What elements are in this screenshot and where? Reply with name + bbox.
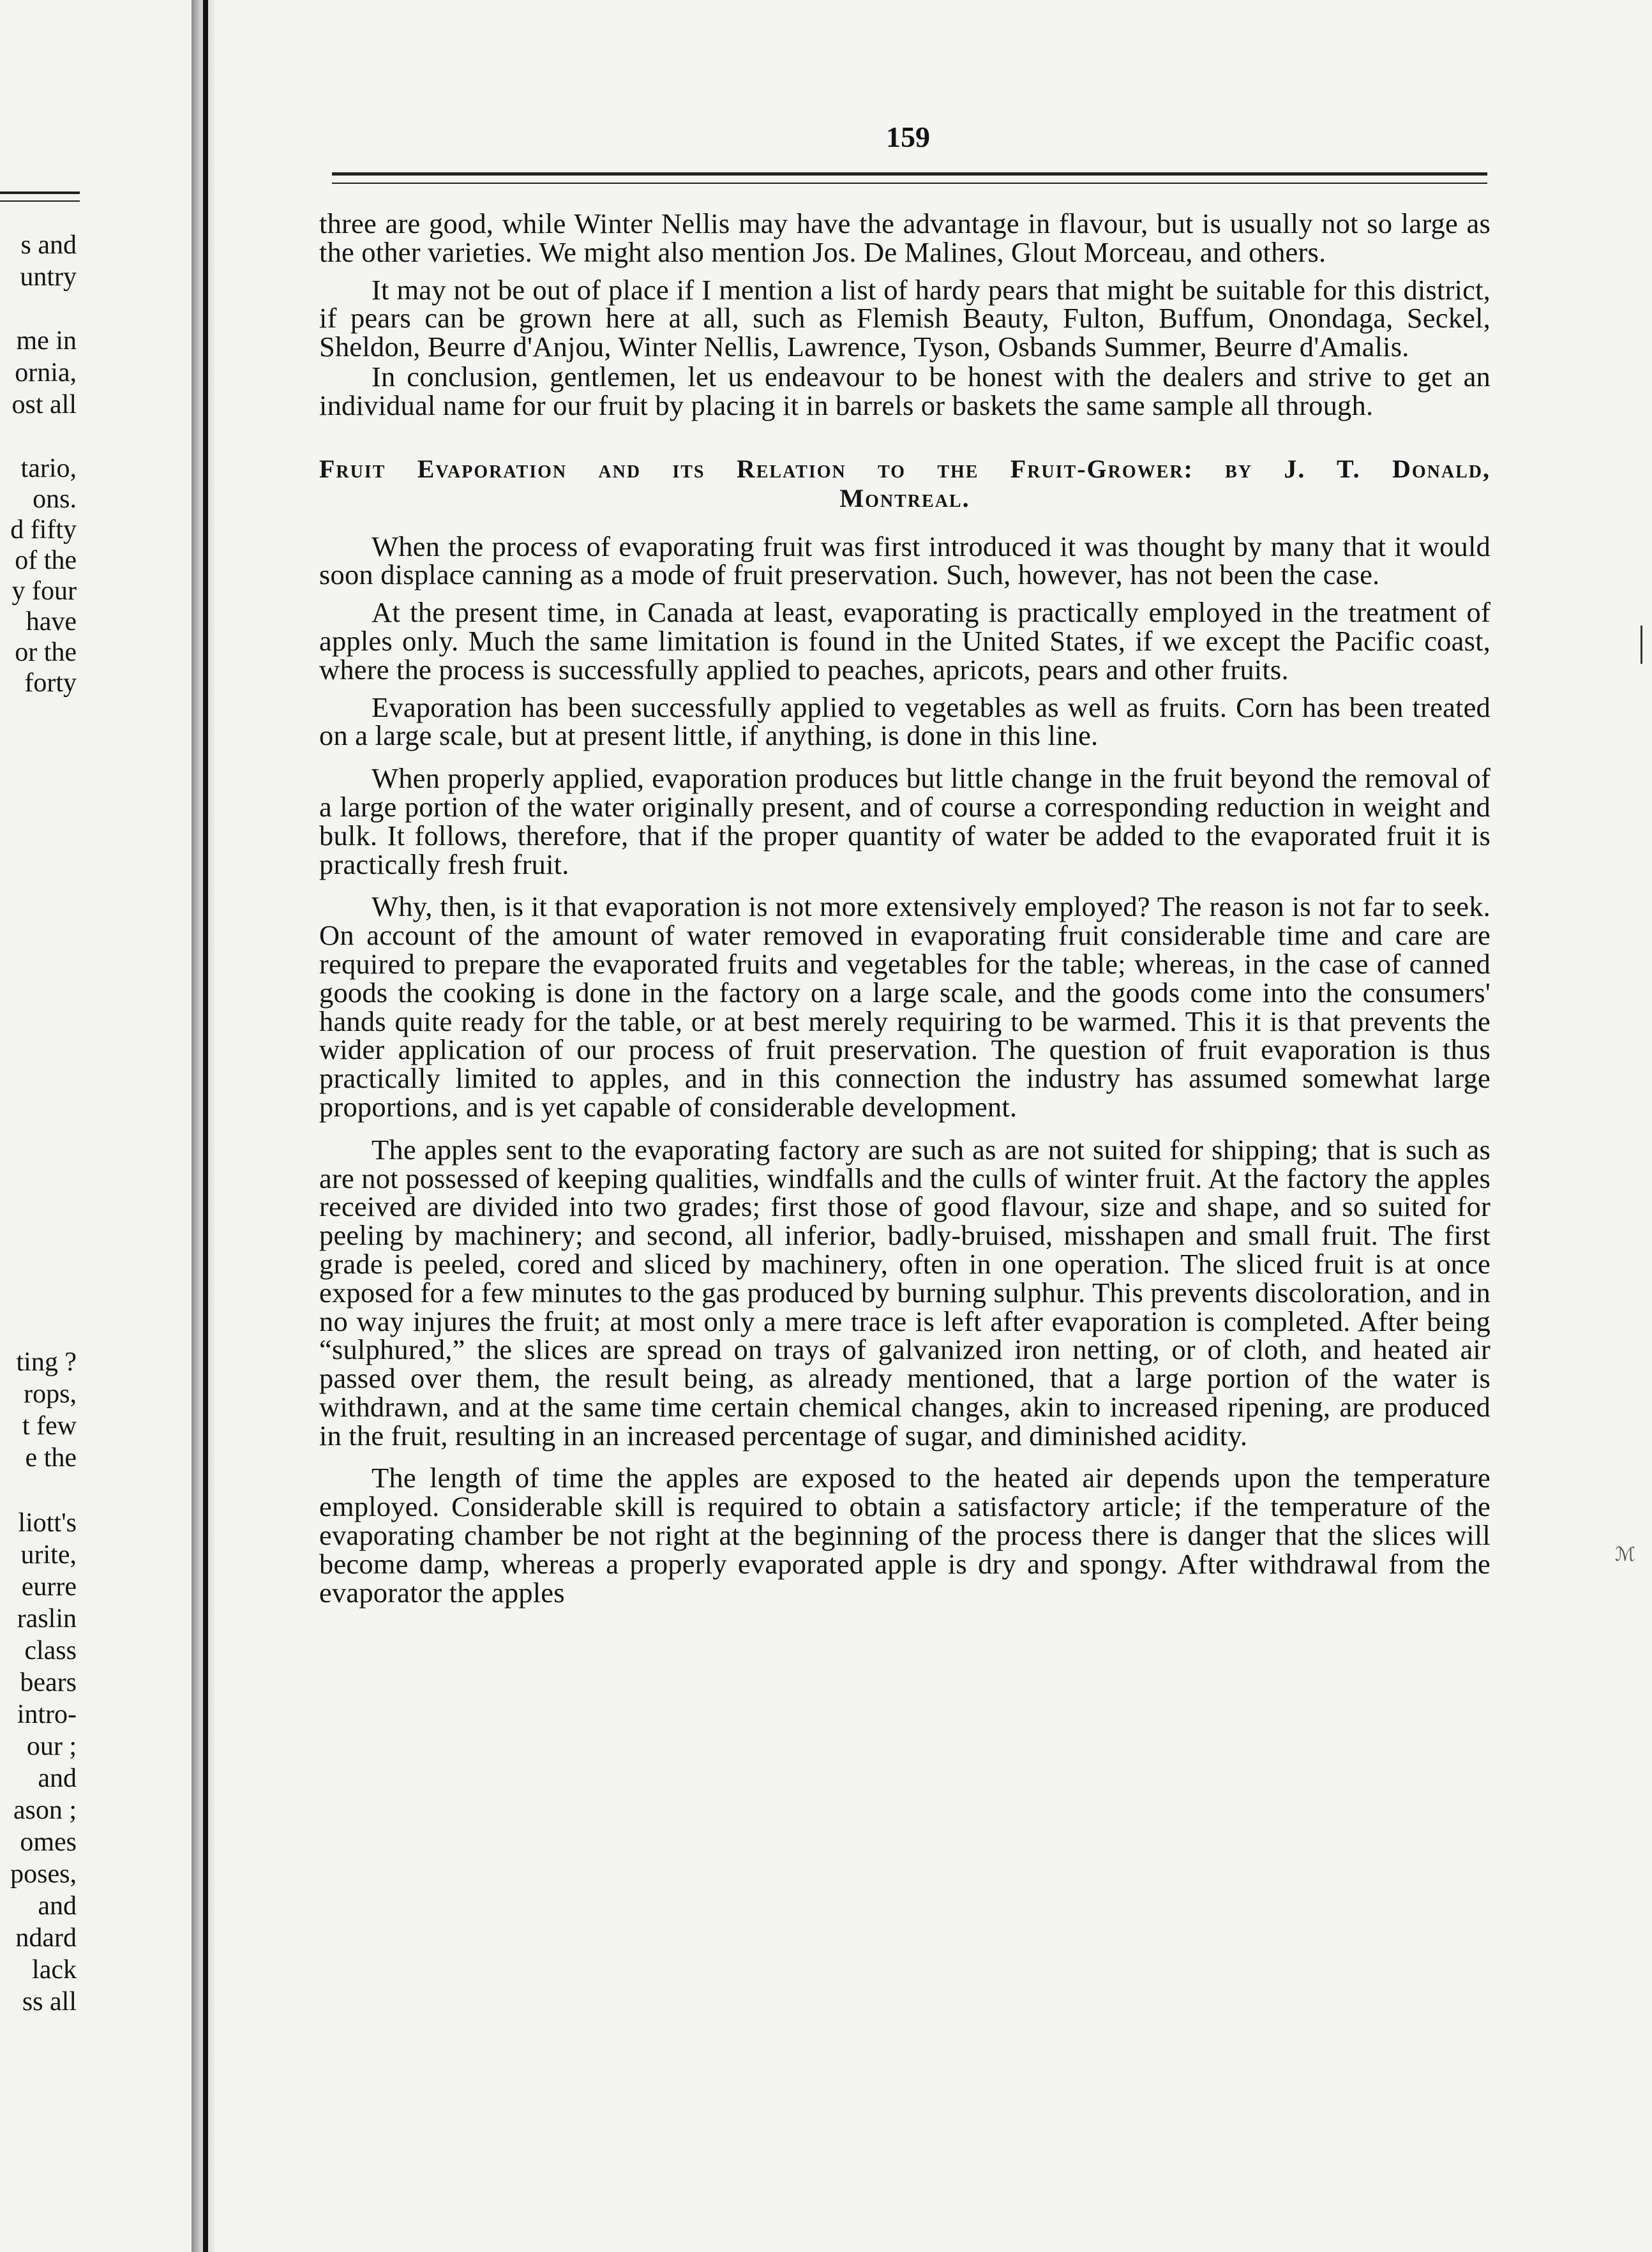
previous-page-fragment: have — [26, 607, 77, 636]
previous-page-fragment: forty — [24, 668, 77, 698]
previous-page-fragment: urite, — [20, 1540, 77, 1570]
previous-page-fragment: liott's — [18, 1508, 77, 1538]
section-heading-line: Fruit Evaporation and its Relation to the Fruit-Grower: by J. T. Donald, — [319, 454, 1491, 483]
previous-page-fragment: omes — [20, 1828, 77, 1857]
paragraph: When properly applied, evaporation produces but little change in the fruit beyond the removal of a large portion of the water originally present, and of course a corresponding reduction in weight and bulk. It follows, therefore, that if the proper quantity of water be added to the evaporated fruit it is practically fresh fruit. — [319, 762, 1491, 880]
previous-page-fragment: me in — [16, 326, 77, 356]
previous-page-fragment: ss all — [22, 1987, 77, 2016]
edge-speck: ℳ — [1615, 1543, 1636, 1566]
previous-page-fragment: bears — [20, 1668, 77, 1697]
page-body — [319, 209, 1491, 2214]
header-rule — [332, 183, 1487, 184]
previous-page-fragment: ornia, — [15, 358, 77, 387]
header-rule — [332, 172, 1487, 176]
previous-page-fragment: t few — [22, 1411, 77, 1441]
previous-page-fragment: rops, — [24, 1379, 77, 1409]
previous-page-rule — [0, 200, 80, 202]
previous-page-fragment: class — [24, 1636, 77, 1665]
paragraph: In conclusion, gentlemen, let us endeavour to be honest with the dealers and strive to get an individual name for our fruit by placing it in barrels or baskets the same sample all through. — [319, 360, 1491, 421]
previous-page-fragment: ason ; — [13, 1796, 77, 1825]
paragraph: It may not be out of place if I mention a list of hardy pears that might be suitable for this district, if pears can be grown here at all, such as Flemish Beauty, Fulton, Buffum, Onondaga, Seckel, Sheldon, Beurre d'Anjou, Winter Nellis, Lawrence, Tyson, Osbands Summer, Beurre d'Amalis. — [319, 273, 1491, 363]
previous-page-fragment: poses, — [10, 1859, 77, 1889]
previous-page-fragment: of the — [15, 546, 77, 575]
paragraph: The length of time the apples are exposed to the heated air depends upon the temperature employed. Considerable skill is required to obtain a satisfactory article; if the temperature of the evaporating chamber be not right at the beginning of the process there is danger that the slices will become damp, whereas a properly evaporated apple is dry and spongy. After withdrawal from the evaporator the apples — [319, 1462, 1491, 1609]
previous-page-fragment: d fifty — [10, 515, 77, 544]
previous-page-fragment: raslin — [17, 1604, 77, 1633]
previous-page-rule — [0, 191, 80, 194]
previous-page-fragment: untry — [20, 262, 77, 292]
paragraph: At the present time, in Canada at least, evaporating is practically employed in the treatment of apples only. Much the same limitation is found in the United States, if we except the Pacific coast, where the process is successfully applied to peaches, apricots, pears and other fruits. — [319, 596, 1491, 686]
previous-page-fragment: lack — [32, 1955, 77, 1985]
previous-page-fragment: or the — [15, 638, 77, 667]
previous-page-fragment: eurre — [21, 1572, 77, 1602]
previous-page-fragment: our ; — [26, 1732, 77, 1761]
paragraph: When the process of evaporating fruit was first introduced it was thought by many that it would soon displace canning as a mode of fruit preservation. Such, however, has not been the case. — [319, 530, 1491, 591]
previous-page-strip — [0, 0, 191, 2252]
previous-page-fragment: ndard — [15, 1923, 77, 1953]
section-heading-line: Montreal. — [839, 483, 970, 513]
previous-page-fragment: intro- — [17, 1700, 77, 1729]
edge-line — [1641, 626, 1642, 664]
previous-page-fragment: y four — [11, 576, 77, 606]
paragraph: Evaporation has been successfully applied to vegetables as well as fruits. Corn has been treated on a large scale, but at present little, if anything, is done in this line. — [319, 691, 1491, 752]
gutter-edge-line — [203, 0, 208, 2252]
page-number: 159 — [886, 121, 930, 153]
previous-page-fragment: e the — [25, 1443, 77, 1473]
previous-page-fragment: and — [38, 1764, 77, 1793]
previous-page-fragment: tario, — [20, 454, 77, 483]
paragraph: The apples sent to the evaporating factory are such as are not suited for shipping; that is such as are not possessed of keeping qualities, windfalls and the culls of winter fruit. At the factory the apples received are divided into two grades; first those of good flavour, size and shape, and so suited for peeling by machinery; and second, all inferior, badly-bruised, misshapen and small fruit. The first grade is peeled, cored and sliced by machinery, often in one operation. The sliced fruit is at once exposed for a few minutes to the gas produced by burning sulphur. This prevents discoloration, and in no way injures the fruit; at most only a mere trace is left after evaporation is completed. After being “sulphured,” the slices are spread on trays of galvanized iron netting, or of cloth, and heated air passed over them, the result being, as already mentioned, that a large portion of the water is withdrawn, and at the same time certain chemical changes, akin to increased ripening, are produced in the fruit, resulting in an increased percentage of sugar, and diminished acidity. — [319, 1133, 1491, 1452]
previous-page-fragment: ons. — [33, 484, 77, 514]
previous-page-fragment: s and — [20, 230, 77, 260]
previous-page-fragment: ost all — [11, 390, 77, 419]
previous-page-fragment: ting ? — [16, 1347, 77, 1377]
previous-page-fragment: and — [38, 1891, 77, 1921]
paragraph: three are good, while Winter Nellis may have the advantage in flavour, but is usually not so large as the other varieties. We might also mention Jos. De Malines, Glout Morceau, and others. — [319, 209, 1491, 268]
section-heading — [319, 454, 1491, 513]
paragraph: Why, then, is it that evaporation is not more extensively employed? The reason is not far to seek. On account of the amount of water removed in evaporating fruit considerable time and care are required to prepare the evaporated fruits and vegetables for the table; whereas, in the case of canned goods the cooking is done in the factory on a large scale, and the goods come into the consumers' hands quite ready for the table, or at best merely requiring to be warmed. This it is that prevents the wider application of our process of fruit preservation. The question of fruit evaporation is thus practically limited to apples, and in this connection the industry has assumed somewhat large proportions, and is yet capable of considerable development. — [319, 890, 1491, 1123]
